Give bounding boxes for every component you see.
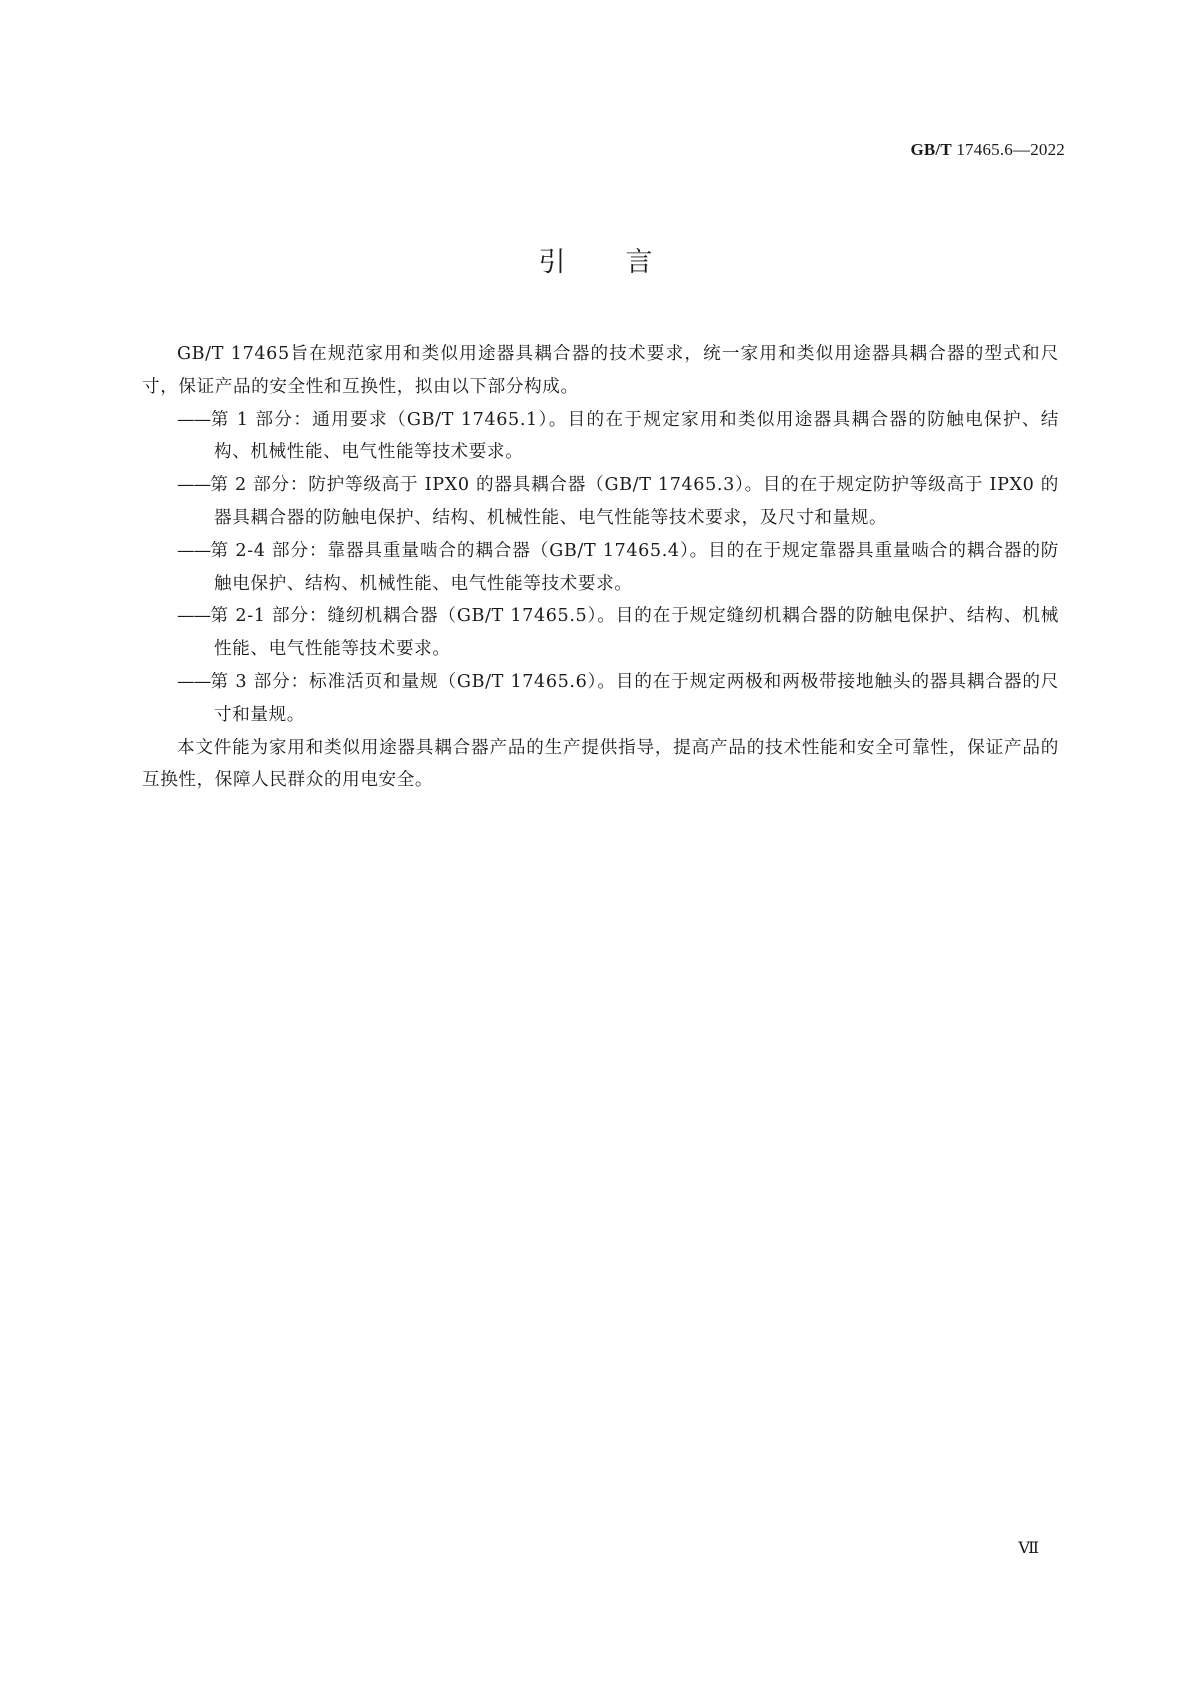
page-title: 引言 [538,247,713,278]
list-item-part-1 [142,404,1059,470]
document-code-number: 17465.6—2022 [956,140,1065,159]
list-dash: —— [177,606,211,627]
list-item-part-2 [142,469,1059,535]
list-dash: —— [177,409,211,430]
list-item-part-2-4 [142,535,1059,601]
page-number: Ⅶ [1018,1540,1039,1557]
list-item-part-2-1 [142,600,1059,666]
list-item-text: 第 2-4 部分：靠器具重量啮合的耦合器（GB/T 17465.4）。目的在于规定靠器具重量啮合的耦合器的防触电保护、结构、机械性能、电气性能等技术要求。 [210,540,1059,594]
list-dash: —— [177,540,211,561]
list-item-text: 第 3 部分：标准活页和量规（GB/T 17465.6）。目的在于规定两极和两极带接地触头的器具耦合器的尺寸和量规。 [210,671,1059,725]
list-item-text: 第 1 部分：通用要求（GB/T 17465.1）。目的在于规定家用和类似用途器具耦合器的防触电保护、结构、机械性能、电气性能等技术要求。 [210,409,1059,463]
list-dash: —— [177,671,211,692]
list-item-text: 第 2-1 部分：缝纫机耦合器（GB/T 17465.5）。目的在于规定缝纫机耦合器的防触电保护、结构、机械性能、电气性能等技术要求。 [210,606,1059,660]
document-code-prefix: GB/T [910,140,952,159]
list-dash: —— [177,475,211,496]
intro-paragraph: GB/T 17465旨在规范家用和类似用途器具耦合器的技术要求，统一家用和类似用途器具耦合器的型式和尺寸，保证产品的安全性和互换性，拟由以下部分构成。 [142,344,1059,397]
list-item-part-3 [142,666,1059,732]
closing-paragraph: 本文件能为家用和类似用途器具耦合器产品的生产提供指导，提高产品的技术性能和安全可靠性，保证产品的互换性，保障人民群众的用电安全。 [142,737,1059,791]
list-item-text: 第 2 部分：防护等级高于 IPX0 的器具耦合器（GB/T 17465.3）。目的在于规定防护等级高于 IPX0 的器具耦合器的防触电保护、结构、机械性能、电气性能等技术要求，及尺寸和量规。 [210,475,1059,528]
body-text [142,338,1059,797]
document-code [910,140,1065,160]
